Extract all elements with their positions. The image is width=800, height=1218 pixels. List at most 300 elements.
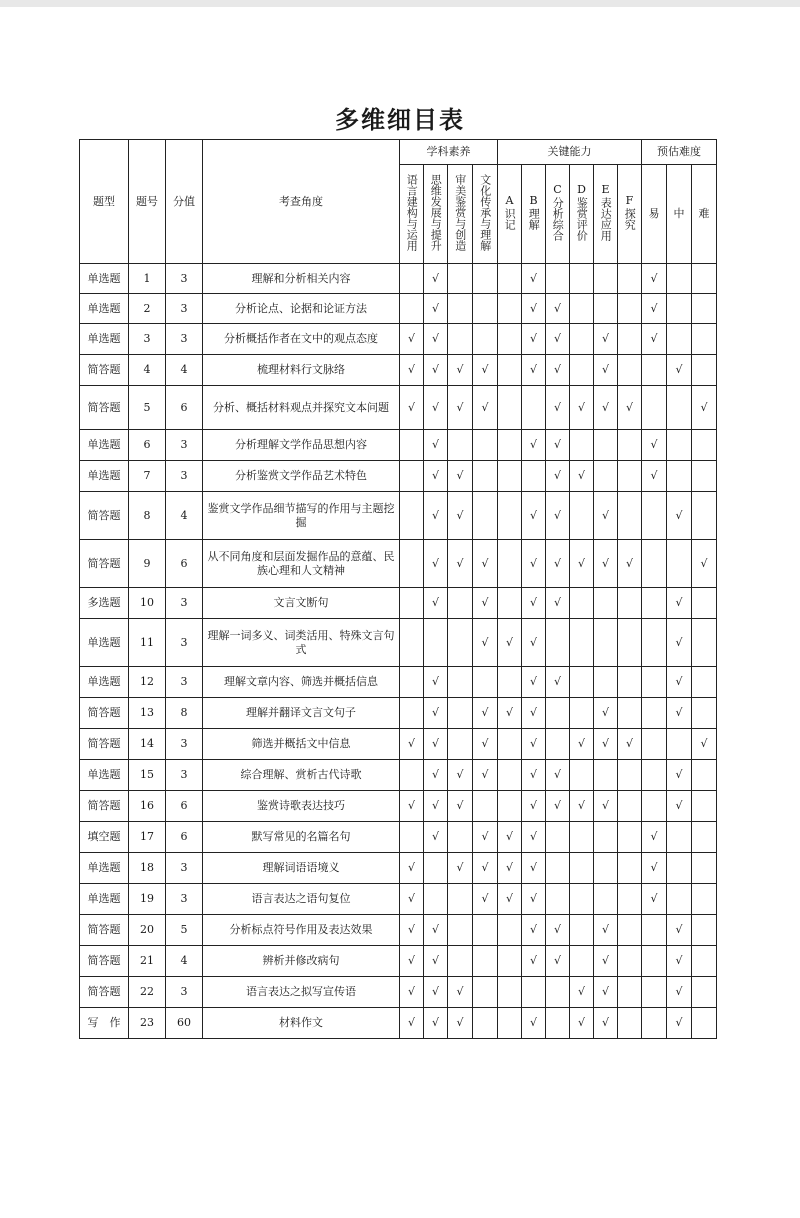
check-cell-literacy-culture — [473, 791, 498, 822]
check-cell-ability-f — [618, 853, 642, 884]
table-row — [80, 822, 717, 853]
check-cell-ability-a — [498, 946, 522, 977]
check-cell-literacy-thinking: √ — [424, 915, 448, 946]
check-cell-literacy-culture: √ — [473, 853, 498, 884]
check-cell-ability-d — [570, 588, 594, 619]
check-cell-literacy-language: √ — [400, 884, 424, 915]
check-cell-ability-f: √ — [618, 729, 642, 760]
check-cell-difficulty-hard — [692, 946, 717, 977]
check-cell-difficulty-medium: √ — [667, 698, 692, 729]
check-cell-difficulty-medium: √ — [667, 977, 692, 1008]
check-cell-ability-f — [618, 324, 642, 355]
check-cell-literacy-language — [400, 822, 424, 853]
check-cell-literacy-thinking: √ — [424, 386, 448, 430]
check-cell-difficulty-easy — [642, 760, 667, 791]
check-cell-difficulty-easy: √ — [642, 822, 667, 853]
check-cell-literacy-aesthetics — [448, 588, 473, 619]
page-title: 多维细目表 — [335, 106, 465, 134]
check-cell-literacy-culture: √ — [473, 619, 498, 667]
check-cell-ability-b: √ — [522, 791, 546, 822]
check-cell-difficulty-hard — [692, 977, 717, 1008]
check-cell-ability-d — [570, 430, 594, 461]
check-cell-literacy-aesthetics — [448, 915, 473, 946]
check-cell-ability-f — [618, 667, 642, 698]
check-cell-literacy-culture — [473, 977, 498, 1008]
check-cell-literacy-language: √ — [400, 791, 424, 822]
check-cell-ability-b: √ — [522, 294, 546, 324]
check-cell-literacy-language — [400, 588, 424, 619]
check-cell-ability-d — [570, 760, 594, 791]
check-cell-ability-e — [594, 588, 618, 619]
check-cell-literacy-language: √ — [400, 915, 424, 946]
check-cell-ability-c — [546, 698, 570, 729]
check-cell-literacy-thinking: √ — [424, 355, 448, 386]
check-cell-ability-e: √ — [594, 729, 618, 760]
header-number: 题号 — [129, 140, 166, 264]
header-ability-a: A 识记 — [498, 165, 522, 264]
cell-type: 简答题 — [80, 977, 129, 1008]
check-cell-literacy-culture — [473, 667, 498, 698]
check-cell-ability-a — [498, 915, 522, 946]
check-cell-difficulty-easy — [642, 355, 667, 386]
check-cell-difficulty-easy — [642, 946, 667, 977]
check-cell-difficulty-hard — [692, 492, 717, 540]
check-cell-difficulty-medium: √ — [667, 760, 692, 791]
check-cell-ability-f — [618, 760, 642, 791]
check-cell-literacy-aesthetics: √ — [448, 461, 473, 492]
check-cell-ability-e: √ — [594, 698, 618, 729]
cell-angle: 默写常见的名篇名句 — [203, 822, 400, 853]
check-cell-ability-b: √ — [522, 492, 546, 540]
check-cell-ability-d — [570, 698, 594, 729]
cell-score: 5 — [166, 915, 203, 946]
cell-angle: 理解并翻译文言文句子 — [203, 698, 400, 729]
check-cell-literacy-language — [400, 294, 424, 324]
check-cell-ability-f — [618, 619, 642, 667]
cell-number: 16 — [129, 791, 166, 822]
check-cell-difficulty-medium — [667, 822, 692, 853]
check-cell-ability-e: √ — [594, 946, 618, 977]
check-cell-literacy-language — [400, 760, 424, 791]
check-cell-difficulty-medium — [667, 729, 692, 760]
check-cell-literacy-thinking: √ — [424, 492, 448, 540]
cell-score: 3 — [166, 588, 203, 619]
check-cell-difficulty-easy — [642, 540, 667, 588]
check-cell-ability-f — [618, 461, 642, 492]
check-cell-ability-e — [594, 822, 618, 853]
check-cell-literacy-aesthetics — [448, 884, 473, 915]
check-cell-ability-e — [594, 667, 618, 698]
check-cell-ability-e: √ — [594, 386, 618, 430]
check-cell-difficulty-easy: √ — [642, 430, 667, 461]
check-cell-literacy-aesthetics — [448, 324, 473, 355]
check-cell-ability-c: √ — [546, 946, 570, 977]
check-cell-literacy-language — [400, 698, 424, 729]
check-cell-literacy-aesthetics — [448, 619, 473, 667]
check-cell-ability-e: √ — [594, 492, 618, 540]
check-cell-literacy-aesthetics: √ — [448, 791, 473, 822]
header-ability-b: B 理解 — [522, 165, 546, 264]
check-cell-difficulty-medium — [667, 461, 692, 492]
cell-angle: 理解文章内容、筛选并概括信息 — [203, 667, 400, 698]
check-cell-ability-f — [618, 1008, 642, 1039]
check-cell-literacy-language: √ — [400, 355, 424, 386]
check-cell-ability-e: √ — [594, 791, 618, 822]
cell-angle: 材料作文 — [203, 1008, 400, 1039]
check-cell-literacy-culture — [473, 915, 498, 946]
check-cell-difficulty-hard — [692, 619, 717, 667]
check-cell-difficulty-easy — [642, 492, 667, 540]
check-cell-ability-c: √ — [546, 294, 570, 324]
check-cell-literacy-aesthetics — [448, 698, 473, 729]
check-cell-difficulty-hard — [692, 461, 717, 492]
check-cell-literacy-aesthetics: √ — [448, 760, 473, 791]
check-cell-literacy-aesthetics: √ — [448, 853, 473, 884]
cell-number: 10 — [129, 588, 166, 619]
cell-number: 2 — [129, 294, 166, 324]
check-cell-ability-c — [546, 977, 570, 1008]
check-cell-literacy-culture — [473, 946, 498, 977]
check-cell-literacy-culture: √ — [473, 386, 498, 430]
check-cell-difficulty-hard — [692, 698, 717, 729]
cell-score: 6 — [166, 822, 203, 853]
check-cell-literacy-thinking: √ — [424, 946, 448, 977]
top-bar — [0, 0, 800, 7]
check-cell-literacy-language — [400, 264, 424, 294]
check-cell-ability-f — [618, 294, 642, 324]
check-cell-ability-e: √ — [594, 540, 618, 588]
check-cell-literacy-aesthetics — [448, 264, 473, 294]
table-header — [80, 140, 717, 264]
check-cell-difficulty-easy: √ — [642, 264, 667, 294]
cell-angle: 分析、概括材料观点并探究文本问题 — [203, 386, 400, 430]
table-row — [80, 355, 717, 386]
check-cell-literacy-thinking: √ — [424, 1008, 448, 1039]
check-cell-literacy-culture — [473, 430, 498, 461]
check-cell-literacy-aesthetics — [448, 729, 473, 760]
check-cell-ability-f — [618, 946, 642, 977]
check-cell-ability-f — [618, 355, 642, 386]
check-cell-difficulty-hard — [692, 884, 717, 915]
check-cell-difficulty-easy — [642, 1008, 667, 1039]
check-cell-ability-f: √ — [618, 386, 642, 430]
table-row — [80, 430, 717, 461]
check-cell-ability-d — [570, 853, 594, 884]
check-cell-ability-c: √ — [546, 492, 570, 540]
cell-type: 简答题 — [80, 540, 129, 588]
cell-type: 简答题 — [80, 915, 129, 946]
check-cell-literacy-thinking — [424, 884, 448, 915]
check-cell-literacy-culture — [473, 294, 498, 324]
check-cell-difficulty-medium — [667, 386, 692, 430]
check-cell-literacy-aesthetics — [448, 430, 473, 461]
check-cell-ability-d — [570, 492, 594, 540]
header-literacy-aesthetics: 审美鉴赏与创造 — [448, 165, 473, 264]
header-group-difficulty: 预估难度 — [642, 140, 717, 165]
check-cell-ability-f — [618, 492, 642, 540]
cell-score: 3 — [166, 264, 203, 294]
check-cell-ability-e: √ — [594, 1008, 618, 1039]
cell-type: 单选题 — [80, 324, 129, 355]
check-cell-ability-a: √ — [498, 619, 522, 667]
check-cell-ability-f — [618, 430, 642, 461]
check-cell-difficulty-easy — [642, 619, 667, 667]
check-cell-difficulty-medium: √ — [667, 915, 692, 946]
check-cell-ability-c — [546, 264, 570, 294]
check-cell-difficulty-medium — [667, 853, 692, 884]
check-cell-ability-d — [570, 946, 594, 977]
check-cell-literacy-language — [400, 461, 424, 492]
cell-score: 6 — [166, 791, 203, 822]
check-cell-literacy-culture: √ — [473, 698, 498, 729]
check-cell-literacy-thinking — [424, 853, 448, 884]
check-cell-ability-d — [570, 294, 594, 324]
table-row — [80, 667, 717, 698]
check-cell-difficulty-medium: √ — [667, 619, 692, 667]
check-cell-ability-a — [498, 492, 522, 540]
header-difficulty-medium: 中 — [667, 165, 692, 264]
cell-number: 19 — [129, 884, 166, 915]
specification-table — [79, 139, 717, 1039]
header-ability-d: D 鉴赏评价 — [570, 165, 594, 264]
cell-score: 8 — [166, 698, 203, 729]
check-cell-ability-f — [618, 791, 642, 822]
check-cell-ability-e — [594, 264, 618, 294]
cell-score: 6 — [166, 386, 203, 430]
check-cell-literacy-culture: √ — [473, 729, 498, 760]
check-cell-literacy-thinking — [424, 619, 448, 667]
check-cell-ability-f — [618, 264, 642, 294]
cell-score: 4 — [166, 492, 203, 540]
check-cell-ability-b: √ — [522, 760, 546, 791]
cell-angle: 文言文断句 — [203, 588, 400, 619]
check-cell-ability-b: √ — [522, 946, 546, 977]
cell-type: 单选题 — [80, 264, 129, 294]
cell-angle: 语言表达之拟写宣传语 — [203, 977, 400, 1008]
check-cell-literacy-culture: √ — [473, 540, 498, 588]
check-cell-ability-a — [498, 977, 522, 1008]
cell-number: 18 — [129, 853, 166, 884]
check-cell-ability-b: √ — [522, 540, 546, 588]
cell-type: 单选题 — [80, 294, 129, 324]
cell-number: 3 — [129, 324, 166, 355]
table-body — [80, 264, 717, 1039]
check-cell-ability-e — [594, 884, 618, 915]
table-row — [80, 760, 717, 791]
header-literacy-thinking: 思维发展与提升 — [424, 165, 448, 264]
header-angle: 考查角度 — [203, 140, 400, 264]
check-cell-difficulty-hard — [692, 1008, 717, 1039]
cell-number: 13 — [129, 698, 166, 729]
check-cell-ability-f — [618, 884, 642, 915]
check-cell-ability-c: √ — [546, 355, 570, 386]
cell-number: 9 — [129, 540, 166, 588]
check-cell-difficulty-hard — [692, 915, 717, 946]
check-cell-ability-b — [522, 977, 546, 1008]
cell-score: 3 — [166, 760, 203, 791]
check-cell-ability-d: √ — [570, 729, 594, 760]
cell-angle: 鉴赏文学作品细节描写的作用与主题挖掘 — [203, 492, 400, 540]
check-cell-ability-a — [498, 540, 522, 588]
check-cell-literacy-thinking: √ — [424, 324, 448, 355]
check-cell-ability-e: √ — [594, 977, 618, 1008]
cell-number: 23 — [129, 1008, 166, 1039]
check-cell-ability-d — [570, 619, 594, 667]
check-cell-literacy-culture — [473, 461, 498, 492]
check-cell-ability-a — [498, 355, 522, 386]
header-ability-e: E 表达应用 — [594, 165, 618, 264]
check-cell-ability-d — [570, 884, 594, 915]
header-type: 题型 — [80, 140, 129, 264]
check-cell-literacy-language: √ — [400, 1008, 424, 1039]
header-literacy-culture: 文化传承与理解 — [473, 165, 498, 264]
cell-score: 3 — [166, 977, 203, 1008]
check-cell-ability-c: √ — [546, 324, 570, 355]
check-cell-ability-c — [546, 729, 570, 760]
check-cell-ability-d: √ — [570, 977, 594, 1008]
check-cell-difficulty-medium — [667, 294, 692, 324]
check-cell-literacy-thinking: √ — [424, 667, 448, 698]
check-cell-difficulty-hard — [692, 853, 717, 884]
check-cell-ability-d: √ — [570, 461, 594, 492]
table-row — [80, 294, 717, 324]
check-cell-ability-b: √ — [522, 915, 546, 946]
check-cell-ability-a — [498, 461, 522, 492]
check-cell-ability-a: √ — [498, 853, 522, 884]
check-cell-literacy-aesthetics — [448, 822, 473, 853]
check-cell-literacy-culture — [473, 492, 498, 540]
check-cell-difficulty-medium: √ — [667, 355, 692, 386]
check-cell-ability-e — [594, 760, 618, 791]
check-cell-difficulty-hard — [692, 822, 717, 853]
table-row — [80, 729, 717, 760]
cell-number: 21 — [129, 946, 166, 977]
cell-type: 填空题 — [80, 822, 129, 853]
check-cell-literacy-thinking: √ — [424, 729, 448, 760]
cell-type: 单选题 — [80, 853, 129, 884]
check-cell-ability-c — [546, 884, 570, 915]
check-cell-difficulty-hard: √ — [692, 729, 717, 760]
cell-number: 14 — [129, 729, 166, 760]
check-cell-difficulty-easy: √ — [642, 324, 667, 355]
check-cell-ability-b: √ — [522, 853, 546, 884]
check-cell-ability-a: √ — [498, 822, 522, 853]
check-cell-literacy-thinking: √ — [424, 698, 448, 729]
cell-type: 多选题 — [80, 588, 129, 619]
cell-type: 简答题 — [80, 729, 129, 760]
check-cell-ability-a — [498, 294, 522, 324]
check-cell-literacy-culture: √ — [473, 884, 498, 915]
cell-number: 1 — [129, 264, 166, 294]
check-cell-ability-c — [546, 822, 570, 853]
table-row — [80, 588, 717, 619]
check-cell-ability-e — [594, 430, 618, 461]
cell-score: 60 — [166, 1008, 203, 1039]
check-cell-ability-c: √ — [546, 588, 570, 619]
table-row — [80, 461, 717, 492]
check-cell-difficulty-easy: √ — [642, 461, 667, 492]
check-cell-difficulty-hard: √ — [692, 540, 717, 588]
check-cell-ability-e — [594, 619, 618, 667]
cell-number: 12 — [129, 667, 166, 698]
check-cell-literacy-thinking: √ — [424, 294, 448, 324]
check-cell-difficulty-medium: √ — [667, 667, 692, 698]
check-cell-difficulty-easy: √ — [642, 853, 667, 884]
cell-number: 6 — [129, 430, 166, 461]
check-cell-ability-c: √ — [546, 760, 570, 791]
header-literacy-language: 语言建构与运用 — [400, 165, 424, 264]
check-cell-ability-a — [498, 791, 522, 822]
cell-angle: 辨析并修改病句 — [203, 946, 400, 977]
cell-angle: 从不同角度和层面发掘作品的意蕴、民族心理和人文精神 — [203, 540, 400, 588]
check-cell-ability-b: √ — [522, 1008, 546, 1039]
check-cell-ability-e — [594, 294, 618, 324]
check-cell-literacy-thinking: √ — [424, 588, 448, 619]
header-ability-c: C 分析综合 — [546, 165, 570, 264]
header-group-ability: 关键能力 — [498, 140, 642, 165]
check-cell-literacy-thinking: √ — [424, 430, 448, 461]
cell-number: 8 — [129, 492, 166, 540]
check-cell-literacy-aesthetics: √ — [448, 492, 473, 540]
check-cell-difficulty-hard — [692, 760, 717, 791]
check-cell-ability-a — [498, 588, 522, 619]
cell-type: 单选题 — [80, 461, 129, 492]
check-cell-literacy-thinking: √ — [424, 264, 448, 294]
cell-score: 3 — [166, 729, 203, 760]
check-cell-difficulty-hard — [692, 294, 717, 324]
check-cell-ability-f — [618, 915, 642, 946]
table-row — [80, 915, 717, 946]
header-score: 分值 — [166, 140, 203, 264]
check-cell-ability-d — [570, 355, 594, 386]
check-cell-ability-b: √ — [522, 698, 546, 729]
check-cell-ability-b — [522, 386, 546, 430]
check-cell-difficulty-hard — [692, 264, 717, 294]
cell-angle: 分析标点符号作用及表达效果 — [203, 915, 400, 946]
check-cell-ability-c — [546, 619, 570, 667]
check-cell-ability-a — [498, 760, 522, 791]
cell-type: 单选题 — [80, 667, 129, 698]
check-cell-literacy-language — [400, 430, 424, 461]
cell-number: 15 — [129, 760, 166, 791]
table-row — [80, 791, 717, 822]
check-cell-literacy-language: √ — [400, 729, 424, 760]
check-cell-difficulty-easy — [642, 977, 667, 1008]
table-row — [80, 386, 717, 430]
cell-score: 3 — [166, 853, 203, 884]
table-row — [80, 977, 717, 1008]
cell-type: 简答题 — [80, 946, 129, 977]
header-group-literacy: 学科素养 — [400, 140, 498, 165]
check-cell-literacy-culture: √ — [473, 760, 498, 791]
check-cell-ability-e — [594, 461, 618, 492]
check-cell-difficulty-medium: √ — [667, 946, 692, 977]
check-cell-literacy-thinking: √ — [424, 540, 448, 588]
check-cell-ability-d — [570, 667, 594, 698]
check-cell-difficulty-medium: √ — [667, 791, 692, 822]
check-cell-difficulty-medium: √ — [667, 1008, 692, 1039]
cell-number: 4 — [129, 355, 166, 386]
check-cell-literacy-language — [400, 619, 424, 667]
cell-number: 7 — [129, 461, 166, 492]
check-cell-literacy-aesthetics — [448, 667, 473, 698]
cell-angle: 语言表达之语句复位 — [203, 884, 400, 915]
check-cell-ability-d — [570, 324, 594, 355]
check-cell-ability-a — [498, 386, 522, 430]
cell-type: 单选题 — [80, 619, 129, 667]
check-cell-difficulty-hard: √ — [692, 386, 717, 430]
check-cell-difficulty-medium: √ — [667, 492, 692, 540]
